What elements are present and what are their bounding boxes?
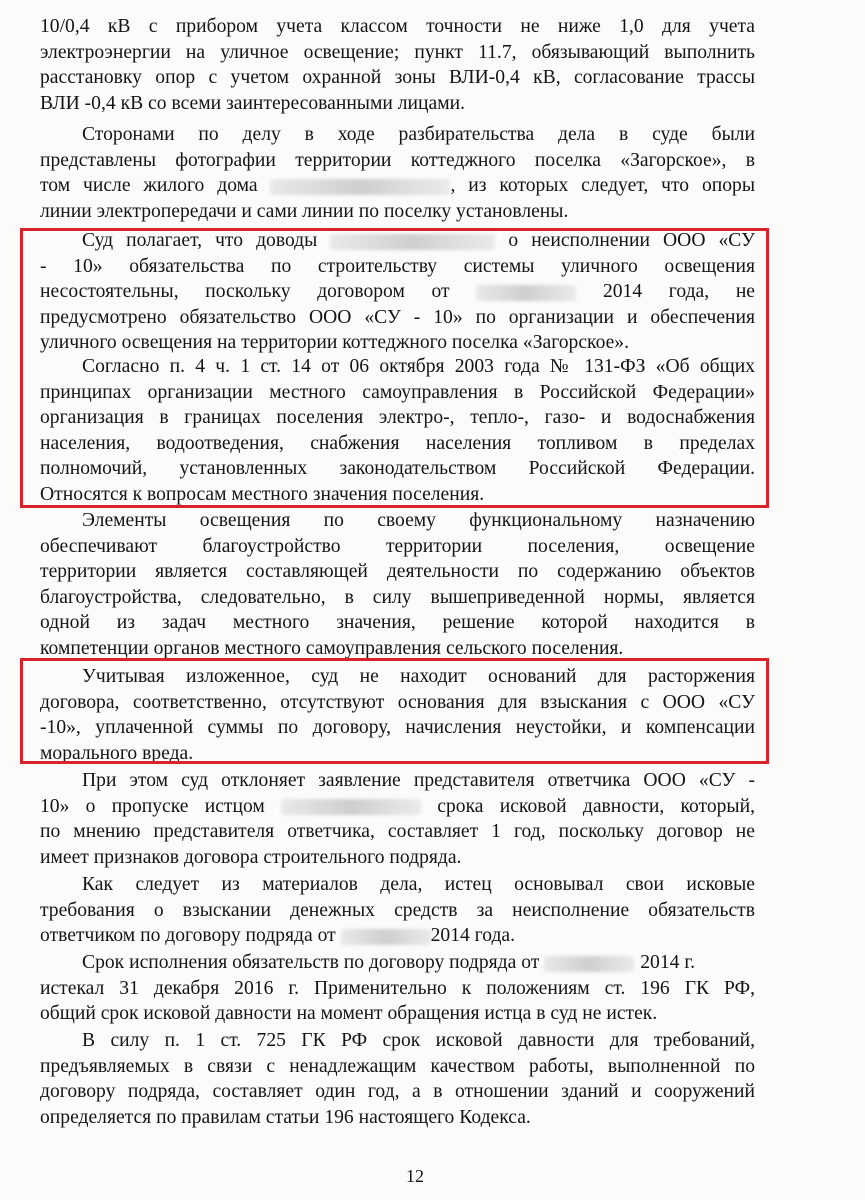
paragraph-9	[40, 950, 755, 1027]
text-line: Относятся к вопросам местного значения поселения.	[40, 483, 485, 505]
text-line: договора, соответственно, отсутствуют основания для взыскания с ООО «СУ	[40, 691, 755, 713]
text-line: одной из задач местного значения, решение которой находится в	[40, 612, 755, 633]
text-line: несостоятельны, поскольку договором от 2014 года, не	[40, 281, 755, 302]
text-line: ВЛИ -0,4 кВ со всеми заинтересованными лицами.	[40, 92, 465, 114]
text-line: общий срок исковой давности на момент обращения истца в суд не истек.	[40, 1003, 658, 1024]
text-line: линии электропередачи и сами линии по поселку установлены.	[40, 200, 569, 222]
text-line: истекал 31 декабря 2016 г. Применительно к положениям ст. 196 ГК РФ,	[40, 977, 755, 999]
text-line: полномочий, установленных законодательством Российской Федерации.	[40, 458, 755, 479]
text-line: по мнению представителя ответчика, составляет 1 год, поскольку договор не	[40, 821, 755, 842]
redacted-date	[341, 929, 431, 945]
redacted-name	[281, 799, 421, 815]
text-line: уличного освещения на территории коттеджного поселка «Загорское».	[40, 332, 630, 353]
text-line: морального вреда.	[40, 742, 194, 764]
text-line: При этом суд отклоняет заявление представителя ответчика ООО «СУ -	[82, 770, 755, 791]
text-line: предъявляемых в связи с ненадлежащим качеством работы, выполненной по	[40, 1055, 755, 1077]
text-line: Суд полагает, что доводы о неисполнении ООО «СУ	[82, 230, 755, 251]
text-line: Учитывая изложенное, суд не находит оснований для расторжения	[82, 666, 755, 687]
highlight-box-2	[20, 658, 769, 764]
paragraph-1	[40, 14, 755, 116]
text-line: электроэнергии на уличное освещение; пункт 11.7, обязывающий выполнить	[40, 41, 755, 63]
text-line: принципах организации местного самоуправления в Российской Федерации»	[40, 381, 755, 403]
page-number: 12	[406, 1166, 424, 1186]
paragraph-2	[40, 122, 755, 224]
text-line: организация в границах поселения электро-, тепло-, газо- и водоснабжения	[40, 407, 755, 428]
text-line: компетенции органов местного самоуправления сельского поселения.	[40, 637, 624, 659]
text-line: требования о взыскании денежных средств за неисполнение обязательств	[40, 899, 755, 921]
text-line: 10/0,4 кВ с прибором учета классом точности не ниже 1,0 для учета	[40, 16, 755, 37]
text-line: Согласно п. 4 ч. 1 ст. 14 от 06 октября 2003 года № 131-ФЗ «Об общих	[82, 356, 755, 377]
text-line: том числе жилого дома , из которых следует, что опоры	[40, 175, 756, 196]
text-line: -10», уплаченной суммы по договору, начисления неустойки, и компенсации	[40, 717, 755, 738]
text-line: Срок исполнения обязательств по договору подряда от 2014 г.	[82, 952, 696, 973]
text-line: Элементы освещения по своему функциональному назначению	[82, 510, 755, 531]
redacted-date	[544, 956, 634, 972]
paragraph-10	[40, 1028, 755, 1130]
text-line: представлены фотографии территории коттеджного поселка «Загорское», в	[40, 149, 755, 171]
text-line: договору подряда, составляет один год, а в отношении зданий и сооружений	[40, 1081, 755, 1102]
text-line: территории является составляющей деятельности по содержанию объектов	[40, 561, 755, 582]
text-line: - 10» обязательства по строительству системы уличного освещения	[40, 255, 755, 277]
text-line: Сторонами по делу в ходе разбирательства дела в суде были	[82, 124, 755, 145]
text-line: предусмотрено обязательство ООО «СУ - 10» по организации и обеспечения	[40, 306, 755, 328]
text-line: имеет признаков договора строительного подряда.	[40, 846, 462, 868]
redacted-name	[270, 179, 450, 195]
text-line: населения, водоотведения, снабжения населения топливом в пределах	[40, 432, 755, 454]
paragraph-5	[40, 508, 755, 661]
text-line: Как следует из материалов дела, истец основывал свои исковые	[82, 874, 755, 895]
text-line: ответчиком по договору подряда от 2014 года.	[40, 925, 516, 946]
text-line: 10» о пропуске истцом срока исковой давности, который,	[40, 795, 755, 817]
text-line: определяется по правилам статьи 196 настоящего Кодекса.	[40, 1106, 531, 1128]
text-line: расстановку опор с учетом охранной зоны ВЛИ-0,4 кВ, согласование трассы	[40, 67, 755, 88]
paragraph-7	[40, 768, 755, 870]
text-line: В силу п. 1 ст. 725 ГК РФ срок исковой давности для требований,	[82, 1030, 755, 1051]
paragraph-8	[40, 872, 755, 949]
text-line: обеспечивают благоустройство территории поселения, освещение	[40, 535, 755, 557]
highlight-box-1	[20, 228, 769, 508]
text-line: благоустройства, следовательно, в силу вышеприведенной нормы, является	[40, 586, 755, 608]
